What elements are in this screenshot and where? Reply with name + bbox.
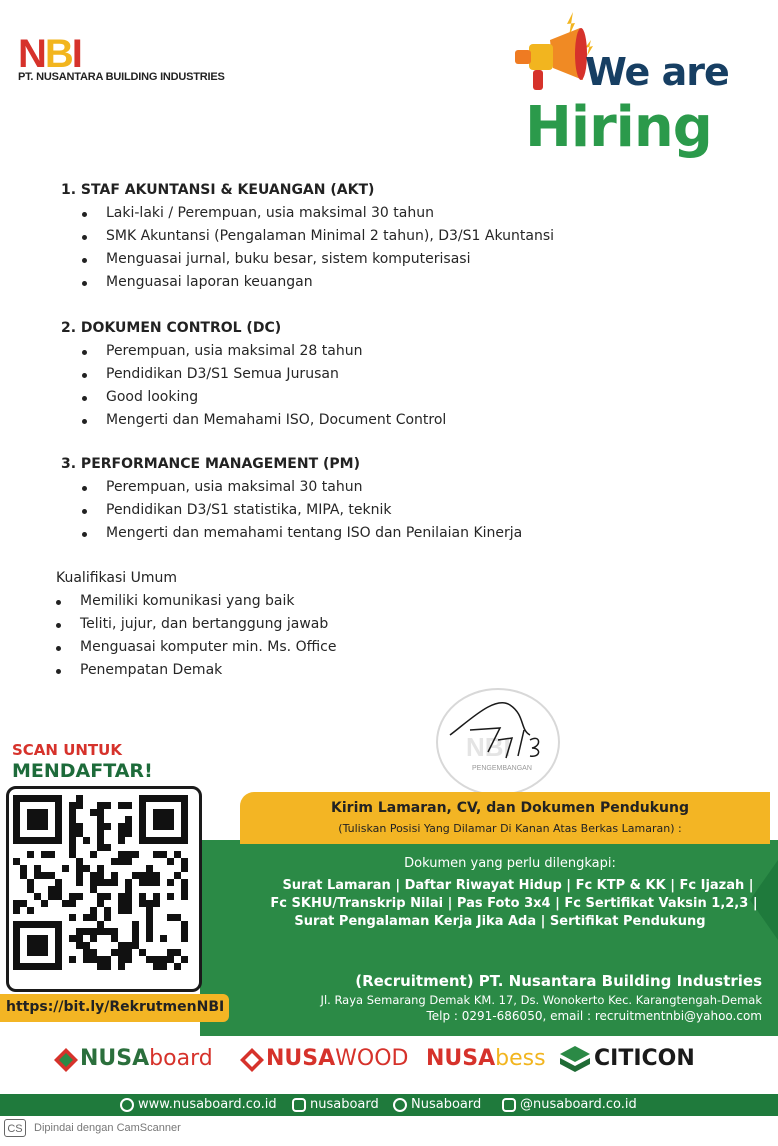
- list-item: Mengerti dan memahami tentang ISO dan Penilaian Kinerja: [80, 522, 522, 545]
- camscanner-text: Dipindai dengan CamScanner: [34, 1122, 181, 1134]
- social-youtube[interactable]: nusaboard: [292, 1097, 379, 1112]
- list-item: SMK Akuntansi (Pengalaman Minimal 2 tahun), D3/S1 Akuntansi: [80, 225, 554, 248]
- list-item: Pendidikan D3/S1 Semua Jurusan: [80, 363, 446, 386]
- list-item: Mengerti dan Memahami ISO, Document Control: [80, 409, 446, 432]
- stamp-logo-text: NBI: [466, 732, 511, 762]
- list-item: Perempuan, usia maksimal 28 tahun: [80, 340, 446, 363]
- facebook-icon: [393, 1098, 407, 1112]
- brand-nusawood: NUSAWOOD: [266, 1046, 409, 1071]
- nbi-logo: NBI: [18, 32, 81, 76]
- docs-line-1: Surat Lamaran | Daftar Riwayat Hidup | Fc KTP & KK | Fc Ijazah |: [282, 878, 754, 893]
- list-item: Good looking: [80, 386, 446, 409]
- list-item: Perempuan, usia maksimal 30 tahun: [80, 476, 522, 499]
- docs-line-2: Fc SKHU/Transkrip Nilai | Pas Foto 3x4 | Fc Sertifikat Vaksin 1,2,3 |: [270, 896, 758, 911]
- registration-link[interactable]: https://bit.ly/RekrutmenNBI: [6, 999, 225, 1015]
- brand-nusabess: NUSAbess: [426, 1046, 546, 1071]
- company-name: PT. NUSANTARA BUILDING INDUSTRIES: [18, 71, 225, 83]
- apply-subtitle: (Tuliskan Posisi Yang Dilamar Di Kanan Atas Berkas Lamaran) :: [338, 822, 682, 835]
- requirements-list-pm: [80, 476, 522, 545]
- brand-citicon: CITICON: [594, 1046, 695, 1071]
- social-website[interactable]: www.nusaboard.co.id: [120, 1097, 277, 1112]
- stamp-subtext: PENGEMBANGAN: [472, 765, 532, 772]
- qr-code[interactable]: [6, 786, 202, 992]
- nusaboard-logo-icon: [54, 1048, 78, 1072]
- position-title-dc: 2. DOKUMEN CONTROL (DC): [61, 320, 282, 336]
- citicon-logo-icon: [560, 1046, 590, 1074]
- social-facebook[interactable]: Nusaboard: [393, 1097, 481, 1112]
- globe-icon: [120, 1098, 134, 1112]
- position-title-akt: 1. STAF AKUNTANSI & KEUANGAN (AKT): [61, 182, 375, 198]
- list-item: Menguasai laporan keuangan: [80, 271, 554, 294]
- hiring-line-1: We are: [585, 50, 729, 94]
- general-qualifications-list: [54, 590, 336, 682]
- docs-line-3: Surat Pengalaman Kerja Jika Ada | Sertifikat Pendukung: [294, 914, 706, 929]
- nusawood-logo-icon: [240, 1048, 264, 1072]
- list-item: Menguasai jurnal, buku besar, sistem komputerisasi: [80, 248, 554, 271]
- social-bar: [0, 1094, 778, 1116]
- instagram-icon: [502, 1098, 516, 1112]
- general-qualifications-title: Kualifikasi Umum: [56, 570, 178, 586]
- register-label: MENDAFTAR!: [12, 760, 153, 782]
- list-item: Menguasai komputer min. Ms. Office: [54, 636, 336, 659]
- position-title-pm: 3. PERFORMANCE MANAGEMENT (PM): [61, 456, 360, 472]
- list-item: Teliti, jujur, dan bertanggung jawab: [54, 613, 336, 636]
- brand-nusaboard: NUSAboard: [80, 1046, 213, 1071]
- list-item: Pendidikan D3/S1 statistika, MIPA, teknik: [80, 499, 522, 522]
- list-item: Laki-laki / Perempuan, usia maksimal 30 tahun: [80, 202, 554, 225]
- list-item: Memiliki komunikasi yang baik: [54, 590, 336, 613]
- recruitment-title: (Recruitment) PT. Nusantara Building Industries: [355, 972, 762, 990]
- docs-title: Dokumen yang perlu dilengkapi:: [404, 856, 616, 871]
- company-contact: Telp : 0291-686050, email : recruitmentnbi@yahoo.com: [426, 1009, 762, 1023]
- list-item: Penempatan Demak: [54, 659, 336, 682]
- requirements-list-dc: [80, 340, 446, 432]
- social-instagram[interactable]: @nusaboard.co.id: [502, 1097, 637, 1112]
- apply-title: Kirim Lamaran, CV, dan Dokumen Pendukung: [331, 800, 689, 816]
- hiring-line-2: Hiring: [525, 95, 712, 160]
- scan-label: SCAN UNTUK: [12, 741, 122, 759]
- youtube-icon: [292, 1098, 306, 1112]
- company-address: Jl. Raya Semarang Demak KM. 17, Ds. Wonokerto Kec. Karangtengah-Demak: [320, 993, 762, 1007]
- qr-code-icon: [9, 789, 193, 983]
- camscanner-logo: CS: [4, 1119, 26, 1137]
- signature-icon: [440, 690, 560, 770]
- requirements-list-akt: [80, 202, 554, 294]
